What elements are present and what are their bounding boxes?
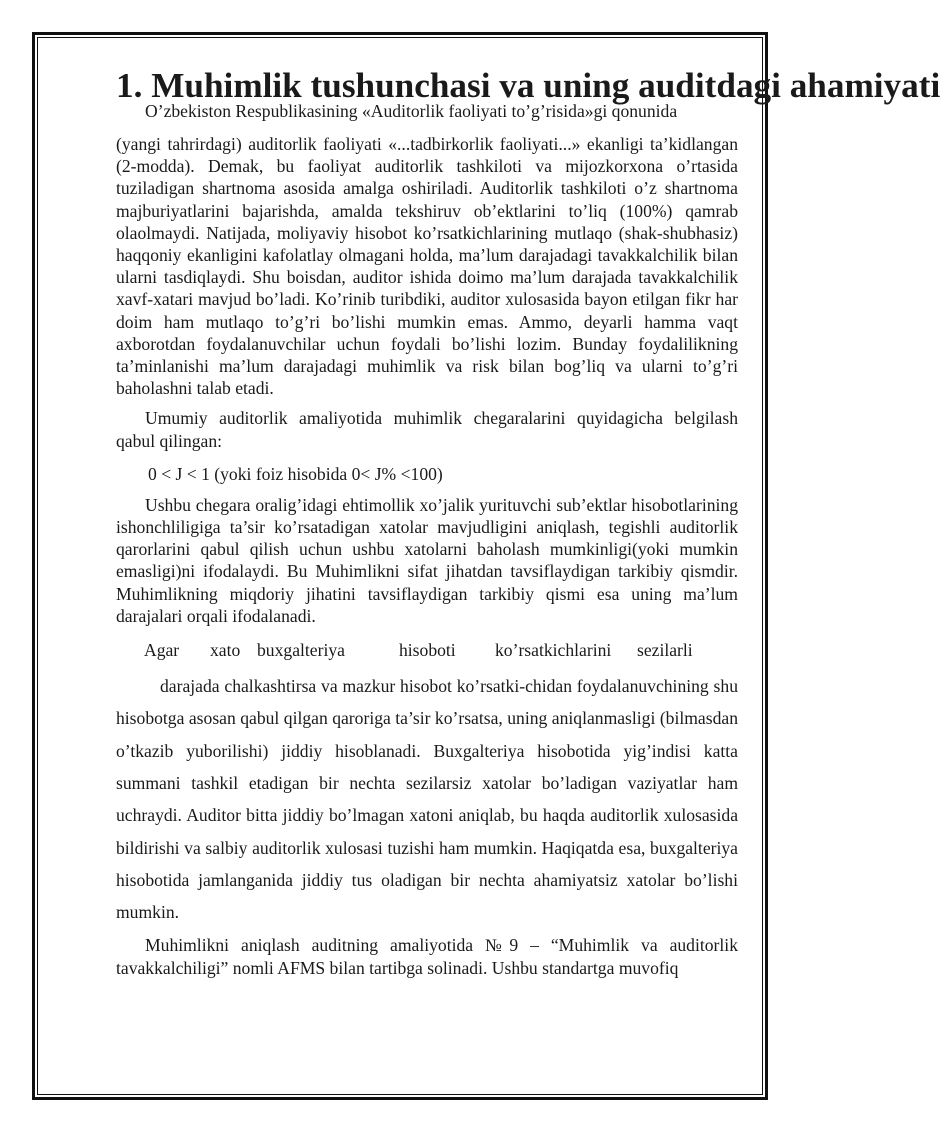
agar-word: xato xyxy=(210,640,241,661)
document-body xyxy=(116,66,940,979)
section-title: 1. Muhimlik tushunchasi va uning auditdagi ahamiyati xyxy=(116,66,940,105)
agar-word: ko’rsatkichlarini xyxy=(495,640,612,661)
formula: 0 < J < 1 (yoki foiz hisobida 0< J% <100) xyxy=(148,463,443,484)
agar-word: buxgalteriya xyxy=(257,640,345,661)
agar-word: Agar xyxy=(144,640,180,661)
agar-word: hisoboti xyxy=(399,640,456,661)
paragraph-2: Umumiy auditorlik amaliyotida muhimlik chegaralarini quyidagicha belgilash qabul qilingan: xyxy=(116,408,738,451)
agar-line xyxy=(116,638,738,670)
paragraph-1: (yangi tahrirdagi) auditorlik faoliyati «...tadbirkorlik faoliyati...» ekanligi ta’kidlangan (2-modda). Demak, bu faoliyat auditorlik tashkiloti va mijozkorxona o’rtasida tuziladigan shartnoma asosida amalga oshiriladi. Auditorlik tashkiloti o’z shartnoma majburiyatlarini bajarishda, amalda tekshiruv ob’ektlarini to’liq (100%) qamrab olaolmaydi. Natijada, moliyaviy hisobot ko’rsatkichlarining mutlaqo (shak-shubhasiz) haqqoniy ekanligini kafolatlay olmagani holda, ma’lum darajadagi tavakkalchilik bilan ularni tasdiqlaydi. Shu boisdan, auditor ishida doimo ma’lum darajada tavakkalchilik xavf-xatari mavjud bo’ladi. Ko’rinib turibdiki, auditor xulosasida bayon etilgan fikr har doim ham mutlaqo to’g’ri bo’lishi mumkin emas. Ammo, deyarli hamma vaqt axborotdan foydalanuvchilar uchun foydali bo’lishi lozim. Bunday foydalilikning ta’minlanishi ma’lum darajadagi muhimlik va risk bilan bog’liq va ularni to’g’ri baholashni talab etadi. xyxy=(116,134,738,399)
paragraph-3: Ushbu chegara oralig’idagi ehtimollik xo’jalik yurituvchi sub’ektlar hisobotlarining ishonchliligiga ta’sir ko’rsatadigan xatolar mavjudligini aniqlash, tegishli auditorlik qarorlarini qabul qilish uchun ushbu xatolarni baholash mumkinligi(yoki mumkin emasligi)ni ifodalaydi. Bu Muhimlikni sifat jihatdan tavsiflaydigan tarkibiy qismdir. Muhimlikning miqdoriy jihatini tavsiflaydigan tarkibiy qismi esa uning ma’lum darajalari orqali ifodalanadi. xyxy=(116,494,738,626)
intro-line: O’zbekiston Respublikasining «Auditorlik faoliyati to’g’risida»gi qonunida xyxy=(145,101,678,121)
paragraph-4: darajada chalkashtirsa va mazkur hisobot ko’rsatki-chidan foydalanuvchining shu hisobotga asosan qabul qilgan qaroriga ta’sir ko’rsatsa, uning aniqlanmasligi (bilmasdan o’tkazib yuborilishi) jiddiy hisoblanadi. Buxgalteriya hisobotida yig’indisi katta summani tashkil etadigan bir nechta sezilarsiz xatolar bo’ladigan vaziyatlar ham uchraydi. Auditor bitta jiddiy bo’lmagan xatoni aniqlab, bu haqda auditorlik xulosasida bildirishi va salbiy auditorlik xulosasi tuzishi ham mumkin. Haqiqatda esa, buxgalteriya hisobotida jamlanganida jiddiy tus oladigan bir nechta ahamiyatsiz xatolar bo’lishi mumkin. xyxy=(116,676,738,923)
paragraph-5: Muhimlikni aniqlash auditning amaliyotida №9 – “Muhimlik va auditorlik tavakkalchiligi” nomli AFMS bilan tartibga solinadi. Ushbu standartga muvofiq xyxy=(116,935,738,978)
agar-word: sezilarli xyxy=(637,640,693,661)
